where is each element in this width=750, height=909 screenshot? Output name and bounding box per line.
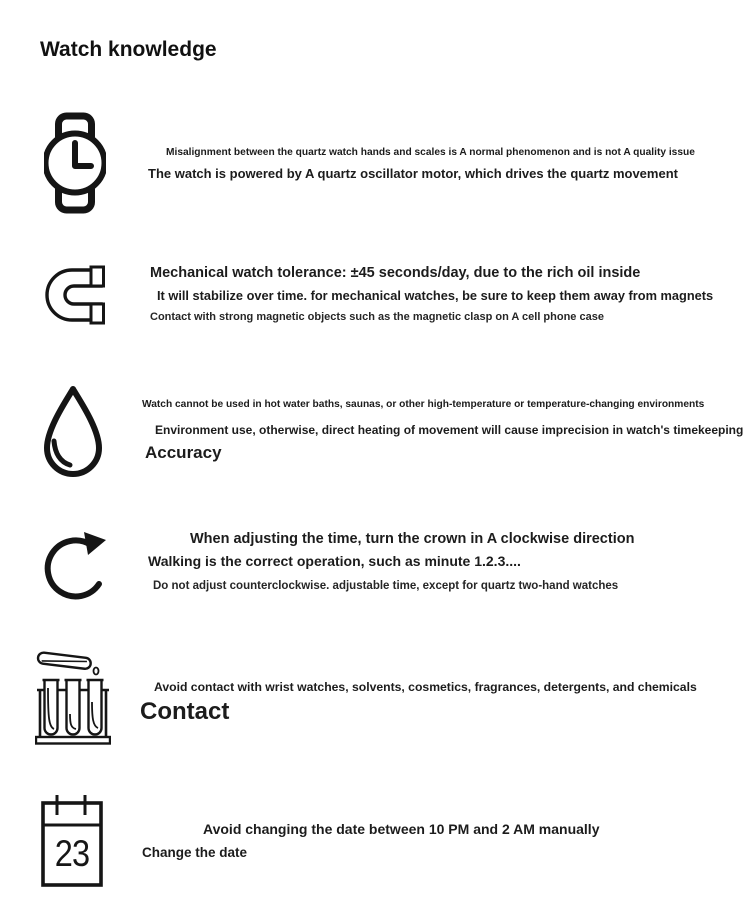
- quartz-movement-note: Misalignment between the quartz watch hands and scales is A normal phenomenon and is not A quality issue: [166, 147, 695, 158]
- clockwise-heading: When adjusting the time, turn the crown in A clockwise direction: [190, 531, 635, 547]
- magnet-tolerance-heading: Mechanical watch tolerance: ±45 seconds/day, due to the rich oil inside: [150, 265, 641, 281]
- environment-use-text: Environment use, otherwise, direct heating of movement will cause imprecision in watch's timekeeping: [155, 423, 744, 437]
- page-title: Watch knowledge: [40, 38, 217, 61]
- date-change-warning-text: Avoid changing the date between 10 PM and 2 AM manually: [203, 821, 600, 837]
- walking-operation-text: Walking is the correct operation, such as minute 1.2.3....: [148, 553, 521, 569]
- accuracy-heading: Accuracy: [145, 443, 222, 462]
- change-date-heading: Change the date: [142, 845, 248, 860]
- magnet-contact-text: Contact with strong magnetic objects such as the magnetic clasp on A cell phone case: [150, 311, 604, 323]
- contact-heading: Contact: [140, 698, 230, 725]
- test-tubes-icon: [35, 650, 111, 745]
- magnet-stabilize-text: It will stabilize over time. for mechanical watches, be sure to keep them away from magnets: [157, 288, 714, 303]
- counterclockwise-warning-text: Do not adjust counterclockwise. adjustable time, except for quartz two-hand watches: [153, 580, 619, 592]
- chemicals-warning-text: Avoid contact with wrist watches, solvents, cosmetics, fragrances, detergents, and chemicals: [154, 680, 697, 694]
- water-drop-icon: [39, 382, 107, 482]
- temperature-warning-text: Watch cannot be used in hot water baths, saunas, or other high-temperature or temperature-changing environments: [142, 399, 705, 410]
- calendar-day: 23: [54, 833, 90, 874]
- magnet-icon: [42, 265, 106, 325]
- clockwise-arrow-icon: [40, 527, 110, 607]
- watch-icon: [44, 112, 106, 214]
- quartz-movement-text: The watch is powered by A quartz oscillator motor, which drives the quartz movement: [148, 166, 678, 181]
